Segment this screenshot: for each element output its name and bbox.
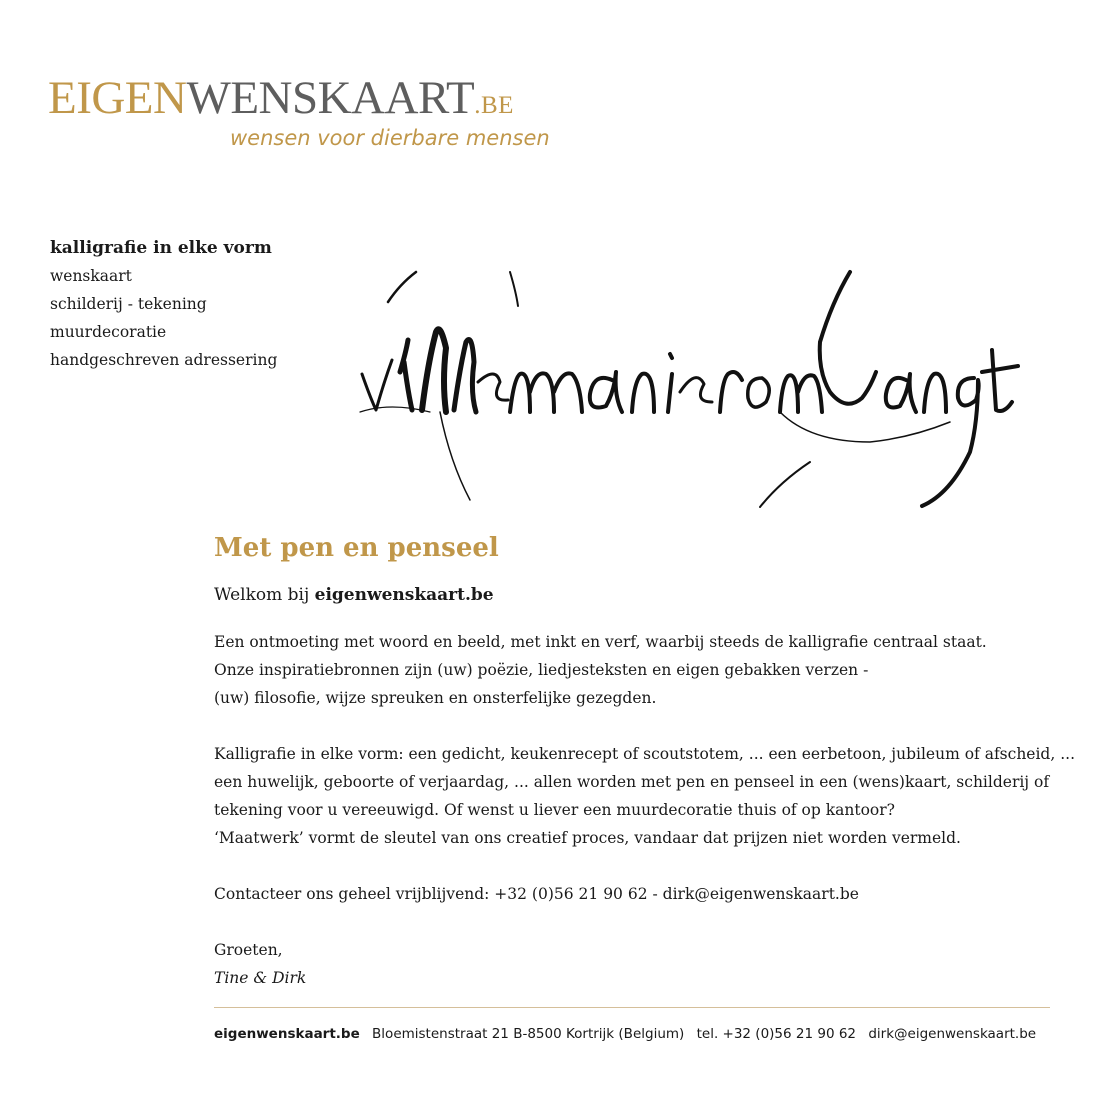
intro-line: (uw) filosofie, wijze spreuken en onsterfelijke gezegden. [214, 689, 657, 707]
category-nav [50, 234, 277, 374]
main-content [214, 530, 1075, 992]
logo-wordmark [48, 74, 514, 130]
closing [214, 936, 1064, 992]
intro-paragraph [214, 628, 1064, 712]
logo-part-eigen: EIGEN [48, 72, 187, 124]
site-logo[interactable] [48, 74, 514, 130]
footer-brand: eigenwenskaart.be [214, 1026, 360, 1042]
logo-tagline: wensen voor dierbare mensen [230, 126, 550, 150]
footer-address: Bloemistenstraat 21 B-8500 Kortrijk (Belgium) [372, 1026, 685, 1042]
contact-paragraph: Contacteer ons geheel vrijblijvend: +32 (0)56 21 90 62 - dirk@eigenwenskaart.be [214, 885, 859, 903]
intro-line: Onze inspiratiebronnen zijn (uw) poëzie, liedjesteksten en eigen gebakken verzen - [214, 661, 869, 679]
nav-item-kalligrafie[interactable]: kalligrafie in elke vorm [50, 238, 272, 258]
page-title: Met pen en penseel [214, 533, 499, 563]
welcome-line [214, 582, 1064, 608]
nav-item-schilderij-tekening[interactable]: schilderij - tekening [50, 295, 207, 313]
footer [214, 1026, 1036, 1042]
services-line: ‘Maatwerk’ vormt de sleutel van ons creatief proces, vandaar dat prijzen niet worden vermeld. [214, 829, 961, 847]
nav-item-wenskaart[interactable]: wenskaart [50, 267, 132, 285]
services-line: tekening voor u vereeuwigd. Of wenst u liever een muurdecoratie thuis of op kantoor? [214, 801, 895, 819]
footer-divider [214, 1007, 1050, 1008]
logo-part-wenskaart: WENSKAART [186, 72, 475, 124]
services-line: Kalligrafie in elke vorm: een gedicht, keukenrecept of scoutstotem, ... een eerbetoon, jubileum of afscheid, ... [214, 745, 1075, 763]
logo-part-be: .BE [474, 92, 514, 119]
nav-item-muurdecoratie[interactable]: muurdecoratie [50, 323, 167, 341]
greeting: Groeten, [214, 941, 283, 959]
footer-phone: tel. +32 (0)56 21 90 62 [696, 1026, 857, 1042]
calligraphy-artwork-icon [350, 262, 1030, 512]
signature: Tine & Dirk [214, 969, 307, 987]
intro-line: Een ontmoeting met woord en beeld, met inkt en verf, waarbij steeds de kalligrafie centraal staat. [214, 633, 987, 651]
welcome-prefix: Welkom bij [214, 585, 315, 605]
footer-email[interactable]: dirk@eigenwenskaart.be [868, 1026, 1037, 1042]
services-paragraph [214, 740, 1075, 852]
services-line: een huwelijk, geboorte of verjaardag, ... allen worden met pen en penseel in een (wens)kaart, schilderij of [214, 773, 1050, 791]
welcome-site-name: eigenwenskaart.be [314, 585, 494, 605]
nav-item-adressering[interactable]: handgeschreven adressering [50, 351, 278, 369]
